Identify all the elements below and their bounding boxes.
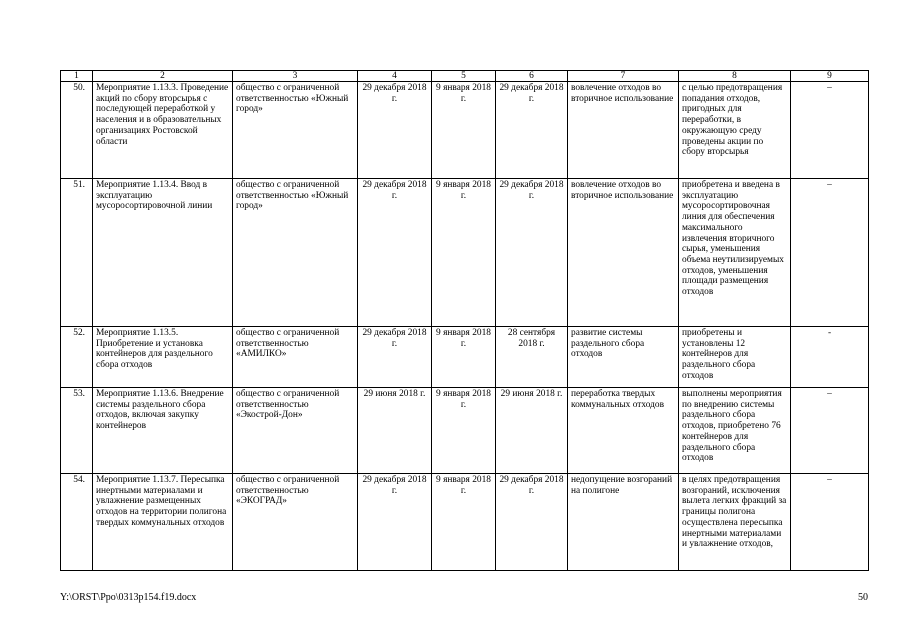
plan-start-cell: 29 июня 2018 г. xyxy=(358,388,432,474)
report-table xyxy=(60,70,869,571)
fact-date-cell: 29 декабря 2018 г. xyxy=(496,179,568,327)
executor-cell: общество с ограниченной ответственностью «АМИЛКО» xyxy=(233,327,358,388)
plan-end-cell: 9 января 2018 г. xyxy=(432,327,496,388)
plan-start-cell: 29 декабря 2018 г. xyxy=(358,179,432,327)
event-cell: Мероприятие 1.13.3. Проведение акций по сбору вторсырья с последующей переработкой у населения и в образовательных организациях Ростовской области xyxy=(93,82,233,179)
column-header: 7 xyxy=(568,71,679,82)
actual-result-cell: приобретена и введена в эксплуатацию мусоросортировочная линия для обеспечения максимального извлечения вторичного сырья, уменьшения объема неутилизируемых отходов, уменьшения площади размещения отходов xyxy=(679,179,791,327)
expected-result-cell: развитие системы раздельного сбора отходов xyxy=(568,327,679,388)
expected-result-cell: вовлечение отходов во вторичное использование xyxy=(568,179,679,327)
table-row xyxy=(61,82,869,179)
table-row xyxy=(61,474,869,571)
event-cell: Мероприятие 1.13.5. Приобретение и установка контейнеров для раздельного сбора отходов xyxy=(93,327,233,388)
executor-cell: общество с ограниченной ответственностью «Южный город» xyxy=(233,82,358,179)
row-number: 52. xyxy=(61,327,93,388)
note-cell: - xyxy=(791,327,869,388)
note-cell: – xyxy=(791,179,869,327)
column-header: 2 xyxy=(93,71,233,82)
fact-date-cell: 29 июня 2018 г. xyxy=(496,388,568,474)
column-number-row xyxy=(61,71,869,82)
row-number: 51. xyxy=(61,179,93,327)
expected-result-cell: недопущение возгораний на полигоне xyxy=(568,474,679,571)
column-header: 8 xyxy=(679,71,791,82)
column-header: 6 xyxy=(496,71,568,82)
event-cell: Мероприятие 1.13.4. Ввод в эксплуатацию мусоросортировочной линии xyxy=(93,179,233,327)
plan-start-cell: 29 декабря 2018 г. xyxy=(358,474,432,571)
fact-date-cell: 28 сентября 2018 г. xyxy=(496,327,568,388)
plan-end-cell: 9 января 2018 г. xyxy=(432,179,496,327)
fact-date-cell: 29 декабря 2018 г. xyxy=(496,474,568,571)
fact-date-cell: 29 декабря 2018 г. xyxy=(496,82,568,179)
note-cell: – xyxy=(791,474,869,571)
note-cell: – xyxy=(791,82,869,179)
plan-end-cell: 9 января 2018 г. xyxy=(432,388,496,474)
plan-start-cell: 29 декабря 2018 г. xyxy=(358,82,432,179)
note-cell: – xyxy=(791,388,869,474)
executor-cell: общество с ограниченной ответственностью «Южный город» xyxy=(233,179,358,327)
column-header: 3 xyxy=(233,71,358,82)
column-header: 4 xyxy=(358,71,432,82)
row-number: 50. xyxy=(61,82,93,179)
actual-result-cell: приобретены и установлены 12 контейнеров для раздельного сбора отходов xyxy=(679,327,791,388)
document-path: Y:\ORST\Ppo\0313p154.f19.docx xyxy=(60,592,197,603)
actual-result-cell: с целью предотвращения попадания отходов, пригодных для переработки, в окружающую среду проведены акции по сбору вторсырья xyxy=(679,82,791,179)
plan-end-cell: 9 января 2018 г. xyxy=(432,82,496,179)
page-number: 50 xyxy=(858,592,868,603)
column-header: 5 xyxy=(432,71,496,82)
actual-result-cell: в целях предотвращения возгораний, исключения вылета легких фракций за границы полигона осуществлена пересыпка инертными материалами и увлажнение отходов, xyxy=(679,474,791,571)
expected-result-cell: переработка твердых коммунальных отходов xyxy=(568,388,679,474)
executor-cell: общество с ограниченной ответственностью «Экострой-Дон» xyxy=(233,388,358,474)
actual-result-cell: выполнены мероприятия по внедрению системы раздельного сбора отходов, приобретено 76 контейнеров для раздельного сбора отходов xyxy=(679,388,791,474)
column-header: 1 xyxy=(61,71,93,82)
table-row xyxy=(61,327,869,388)
event-cell: Мероприятие 1.13.7. Пересыпка инертными материалами и увлажнение размещенных отходов на территории полигона твердых коммунальных отходов xyxy=(93,474,233,571)
event-cell: Мероприятие 1.13.6. Внедрение системы раздельного сбора отходов, включая закупку контейнеров xyxy=(93,388,233,474)
expected-result-cell: вовлечение отходов во вторичное использование xyxy=(568,82,679,179)
column-header: 9 xyxy=(791,71,869,82)
plan-start-cell: 29 декабря 2018 г. xyxy=(358,327,432,388)
executor-cell: общество с ограниченной ответственностью «ЭКОГРАД» xyxy=(233,474,358,571)
row-number: 54. xyxy=(61,474,93,571)
table-row xyxy=(61,388,869,474)
plan-end-cell: 9 января 2018 г. xyxy=(432,474,496,571)
table-row xyxy=(61,179,869,327)
row-number: 53. xyxy=(61,388,93,474)
